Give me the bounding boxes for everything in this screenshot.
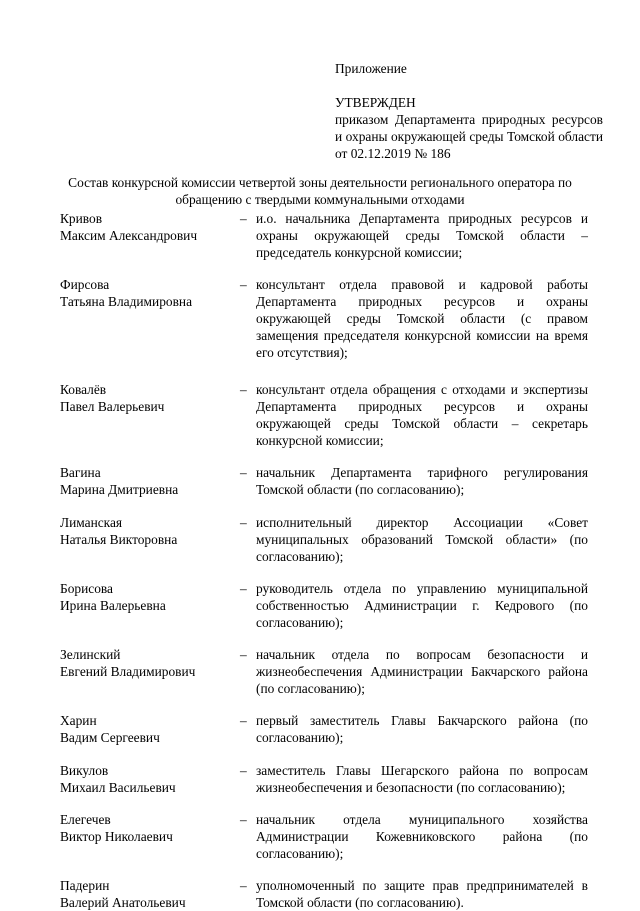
member-role: заместитель Главы Шегарского района по вопросам жизнеобеспечения и безопасности (по согласованию); xyxy=(256,763,588,795)
approved-label: УТВЕРЖДЕН xyxy=(335,95,416,110)
member-dash: – xyxy=(240,878,247,893)
member-dash: – xyxy=(240,763,247,778)
member-given-name: Вадим Сергеевич xyxy=(60,730,160,745)
member-role: и.о. начальника Департамента природных ресурсов и охраны окружающей среды Томской области – председатель конкурсной комиссии; xyxy=(256,211,588,260)
member-given-name: Михаил Васильевич xyxy=(60,780,176,795)
member-row xyxy=(60,276,590,361)
member-name xyxy=(60,276,240,310)
member-dash: – xyxy=(240,382,247,397)
member-dash: – xyxy=(240,581,247,596)
member-row xyxy=(60,381,590,449)
member-surname: Кривов xyxy=(60,211,103,226)
member-surname: Фирсова xyxy=(60,277,110,292)
member-surname: Елегечев xyxy=(60,812,111,827)
member-dash: – xyxy=(240,515,247,530)
member-role: начальник отдела муниципального хозяйства Администрации Кожевниковского района (по согласованию); xyxy=(256,812,588,861)
member-given-name: Наталья Викторовна xyxy=(60,532,178,547)
member-surname: Харин xyxy=(60,713,97,728)
member-row xyxy=(60,464,590,498)
member-row xyxy=(60,811,590,862)
member-name xyxy=(60,381,240,415)
approval-header xyxy=(335,60,603,162)
member-role: консультант отдела правовой и кадровой работы Департамента природных ресурсов и охраны окружающей среды Томской области (с правом замещения председателя конкурсной комиссии на время его отсутствия); xyxy=(256,277,588,360)
member-row xyxy=(60,712,590,746)
member-surname: Борисова xyxy=(60,581,113,596)
member-dash: – xyxy=(240,277,247,292)
commission-members-list xyxy=(60,210,590,911)
member-row xyxy=(60,580,590,631)
member-given-name: Марина Дмитриевна xyxy=(60,482,179,497)
member-row xyxy=(60,210,590,261)
member-name xyxy=(60,580,240,614)
member-given-name: Максим Александрович xyxy=(60,228,198,243)
member-given-name: Евгений Владимирович xyxy=(60,664,196,679)
member-row xyxy=(60,646,590,697)
member-dash: – xyxy=(240,713,247,728)
member-surname: Лиманская xyxy=(60,515,123,530)
member-role: первый заместитель Главы Бакчарского района (по согласованию); xyxy=(256,713,588,745)
document-title: Состав конкурсной комиссии четвертой зоны деятельности регионального оператора по обращению с твердыми коммунальными отходами xyxy=(68,175,572,207)
member-dash: – xyxy=(240,647,247,662)
member-surname: Ковалёв xyxy=(60,382,107,397)
member-surname: Вагина xyxy=(60,465,101,480)
member-role: начальник Департамента тарифного регулирования Томской области (по согласованию); xyxy=(256,465,588,497)
member-role: уполномоченный по защите прав предпринимателей в Томской области (по согласованию). xyxy=(256,878,588,910)
member-row xyxy=(60,514,590,565)
member-given-name: Виктор Николаевич xyxy=(60,829,173,844)
member-dash: – xyxy=(240,465,247,480)
member-name xyxy=(60,712,240,746)
member-surname: Викулов xyxy=(60,763,109,778)
member-given-name: Ирина Валерьевна xyxy=(60,598,166,613)
member-name xyxy=(60,210,240,244)
member-given-name: Валерий Анатольевич xyxy=(60,895,186,910)
member-role: начальник отдела по вопросам безопасности и жизнеобеспечения Администрации Бакчарского района (по согласованию); xyxy=(256,647,588,696)
member-surname: Зелинский xyxy=(60,647,121,662)
member-dash: – xyxy=(240,812,247,827)
member-name xyxy=(60,514,240,548)
member-surname: Падерин xyxy=(60,878,110,893)
approval-order-text: приказом Департамента природных ресурсов и охраны окружающей среды Томской области от 02.12.2019 № 186 xyxy=(335,112,603,161)
member-name xyxy=(60,811,240,845)
member-given-name: Павел Валерьевич xyxy=(60,399,165,414)
member-given-name: Татьяна Владимировна xyxy=(60,294,193,309)
member-role: исполнительный директор Ассоциации «Совет муниципальных образований Томской области» (по согласованию); xyxy=(256,515,588,564)
member-role: консультант отдела обращения с отходами и экспертизы Департамента природных ресурсов и охраны окружающей среды Томской области – секретарь конкурсной комиссии; xyxy=(256,382,588,448)
member-row xyxy=(60,877,590,911)
member-dash: – xyxy=(240,211,247,226)
member-role: руководитель отдела по управлению муниципальной собственностью Администрации г. Кедрового (по согласованию); xyxy=(256,581,588,630)
member-name xyxy=(60,464,240,498)
member-name xyxy=(60,877,240,911)
member-name xyxy=(60,646,240,680)
member-name xyxy=(60,762,240,796)
appendix-label: Приложение xyxy=(335,61,407,76)
member-row xyxy=(60,762,590,796)
